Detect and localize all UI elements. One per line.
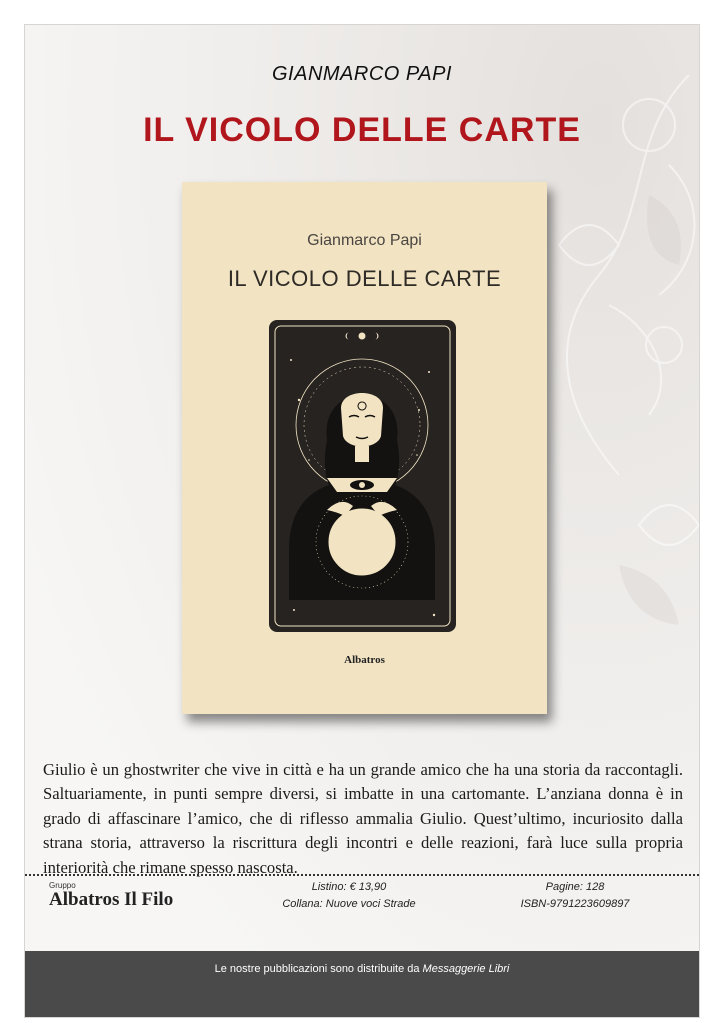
cover-author: Gianmarco Papi <box>307 232 422 249</box>
distributor-name: Messaggerie Libri <box>422 963 510 975</box>
distribution-prefix: Le nostre pubblicazioni sono distribuite da <box>214 963 420 975</box>
isbn-label: ISBN-9791223609897 <box>520 898 630 910</box>
pages-label: Pagine: 128 <box>545 881 605 893</box>
book-title-heading: IL VICOLO DELLE CARTE <box>143 111 581 149</box>
brand-prefix: Gruppo <box>49 881 76 890</box>
cover-publisher-logo: Albatros <box>344 654 385 666</box>
book-details <box>25 881 699 933</box>
price-label: Listino: € 13,90 <box>311 881 387 893</box>
book-description: Giulio è un ghostwriter che vive in città e ha un grande amico che ha una storia da raccontagli. Saltuariamente, in punti sempre diversi, si imbatte in una cartomante. L’anziana donna è in grado di affascinare l’amico, che di riflesso ammalia Giulio. Quest’ultimo, incuriosito dalla strana storia, attraverso la riscrittura degli incontri e delle reazioni, farà luce sulla propria interiorità che rimane spesso nascosta. <box>43 760 683 877</box>
distribution-bar <box>25 951 699 1017</box>
dotted-divider <box>25 874 699 876</box>
distribution-note <box>25 963 699 975</box>
publisher-brand-logo: Albatros Il Filo <box>49 889 174 910</box>
author-heading: GIANMARCO PAPI <box>272 63 452 85</box>
tarot-card-illustration <box>269 320 456 632</box>
series-label: Collana: Nuove voci Strade <box>282 898 416 910</box>
book-cover <box>182 182 547 714</box>
cover-title: IL VICOLO DELLE CARTE <box>227 266 502 291</box>
flyer-sheet <box>24 24 700 1018</box>
